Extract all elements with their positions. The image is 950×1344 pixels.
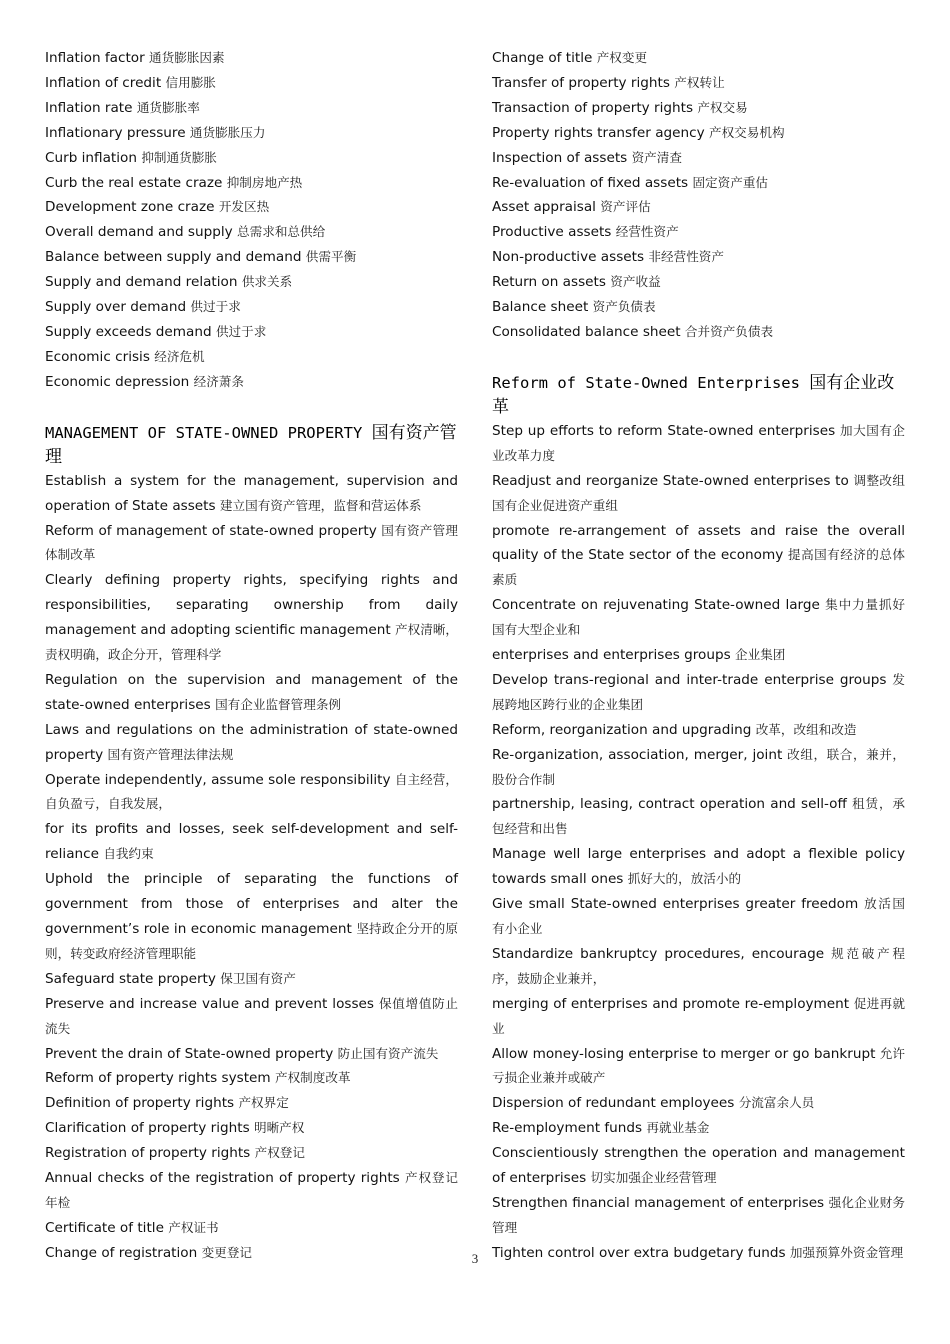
term-english: Definition of property rights [45, 1095, 235, 1112]
term-english: Economic crisis [45, 348, 150, 365]
term-chinese: 提高国有经济的总体素质 [492, 547, 905, 588]
glossary-entry [45, 245, 458, 270]
heading-english: MANAGEMENT OF STATE-OWNED PROPERTY [45, 423, 363, 442]
term-chinese: 自主经营，自负盈亏，自我发展， [45, 771, 459, 812]
term-english: Regulation on the supervision and management of the state-owned enterprises [45, 671, 458, 713]
term-english: Establish a system for the management, supervision and operation of State assets [45, 472, 458, 514]
glossary-entry [492, 1141, 905, 1191]
glossary-entry [45, 320, 458, 345]
glossary-entry [492, 195, 905, 220]
term-english: Re-organization, association, merger, joint [492, 746, 783, 763]
term-chinese: 产权交易机构 [708, 124, 785, 140]
glossary-entry [492, 71, 905, 96]
term-english: Reform, reorganization and upgrading [492, 721, 752, 738]
term-english: Safeguard state property [45, 970, 216, 987]
term-english: Give small State-owned enterprises greater freedom [492, 896, 859, 913]
glossary-entry [45, 220, 458, 245]
term-chinese: 国有资产管理体制改革 [45, 522, 459, 563]
term-chinese: 再就业基金 [646, 1120, 710, 1136]
term-english: Laws and regulations on the administration of state-owned property [45, 721, 458, 763]
glossary-entry [492, 519, 905, 594]
glossary-entry [492, 220, 905, 245]
term-english: Transaction of property rights [492, 99, 694, 116]
glossary-entry [492, 270, 905, 295]
term-english: Concentrate on rejuvenating State-owned large [492, 597, 820, 614]
term-english: Development zone craze [45, 199, 215, 216]
glossary-entry [45, 1216, 458, 1241]
term-english: Supply exceeds demand [45, 323, 212, 340]
term-english: Inflation of credit [45, 74, 162, 91]
term-chinese: 抑制房地产热 [226, 174, 303, 190]
term-chinese: 产权证书 [168, 1219, 219, 1235]
term-chinese: 企业集团 [735, 647, 786, 663]
term-chinese: 强化企业财务管理 [492, 1194, 905, 1235]
term-english: Standardize bankruptcy procedures, encourage [492, 945, 825, 962]
term-english: Asset appraisal [492, 199, 596, 216]
term-english: Clarification of property rights [45, 1120, 250, 1137]
term-chinese: 产权交易 [697, 99, 748, 115]
term-english: Reform of property rights system [45, 1070, 271, 1087]
term-chinese: 资产清查 [631, 149, 682, 165]
term-english: promote re-arrangement of assets and raise the overall quality of the State sector of the economy [492, 522, 905, 564]
term-chinese: 改组，联合，兼并，股份合作制 [492, 746, 906, 787]
term-chinese: 调整改组国有企业促进资产重组 [492, 472, 905, 513]
glossary-entry [45, 146, 458, 171]
glossary-entry [492, 792, 905, 842]
term-english: Inflation rate [45, 99, 133, 116]
term-chinese: 固定资产重估 [692, 174, 769, 190]
glossary-entry [45, 195, 458, 220]
term-english: Preserve and increase value and prevent losses [45, 995, 374, 1012]
glossary-entry [492, 718, 905, 743]
term-chinese: 抑制通货膨胀 [141, 149, 217, 165]
term-english: Productive assets [492, 224, 612, 241]
term-chinese: 产权登记年检 [45, 1170, 459, 1210]
term-chinese: 发展跨地区跨行业的企业集团 [492, 671, 905, 712]
glossary-entry [492, 320, 905, 345]
glossary-entry [45, 469, 458, 519]
term-english: Change of title [492, 50, 593, 66]
term-english: partnership, leasing, contract operation and sell-off [492, 796, 847, 813]
term-english: Supply and demand relation [45, 274, 238, 291]
glossary-entry [45, 992, 458, 1042]
term-english: Curb the real estate craze [45, 174, 223, 191]
term-chinese: 抓好大的，放活小的 [627, 871, 742, 887]
term-english: Conscientiously strengthen the operation and management of enterprises [492, 1145, 905, 1187]
glossary-entry [492, 593, 905, 643]
term-chinese: 自我约束 [103, 846, 154, 862]
term-english: enterprises and enterprises groups [492, 647, 731, 664]
term-chinese: 国有企业监督管理条例 [215, 696, 342, 712]
term-english: Manage well large enterprises and adopt a flexible policy towards small ones [492, 846, 905, 888]
section-heading-state-property [45, 421, 458, 469]
term-chinese: 防止国有资产流失 [337, 1045, 439, 1061]
term-english: Registration of property rights [45, 1145, 251, 1162]
term-chinese: 变更登记 [201, 1244, 252, 1260]
heading-chinese: 国有资产管理 [45, 422, 457, 467]
glossary-entry [45, 718, 458, 768]
term-chinese: 产权清晰，责权明确，政企分开，管理科学 [45, 622, 458, 663]
right-column [492, 46, 905, 1266]
glossary-entry [45, 817, 458, 867]
term-english: Annual checks of the registration of property rights [45, 1170, 400, 1187]
term-chinese: 通货膨胀率 [136, 99, 200, 115]
term-english: Overall demand and supply [45, 224, 233, 241]
term-chinese: 供过于求 [215, 323, 267, 339]
glossary-entry [492, 1091, 905, 1116]
glossary-entry [492, 1042, 905, 1092]
term-english: Uphold the principle of separating the functions of government from those of enterprises and alter the government’s role in economic management [45, 871, 458, 937]
term-chinese: 资产评估 [600, 199, 651, 215]
term-chinese: 通货膨胀压力 [189, 124, 266, 140]
term-english: Certificate of title [45, 1219, 164, 1236]
term-english: Develop trans-regional and inter-trade enterprise groups [492, 671, 887, 688]
term-english: Inflationary pressure [45, 124, 186, 141]
glossary-entry [45, 967, 458, 992]
glossary-entry [492, 668, 905, 718]
term-chinese: 加大国有企业改革力度 [492, 422, 905, 463]
term-english: for its profits and losses, seek self-development and self-reliance [45, 821, 458, 863]
term-chinese: 保卫国有资产 [220, 970, 296, 986]
section-heading-soe-reform [492, 371, 905, 419]
term-chinese: 分流富余人员 [738, 1095, 815, 1111]
term-english: Supply over demand [45, 299, 187, 316]
glossary-entry [45, 121, 458, 146]
term-english: merging of enterprises and promote re-employment [492, 995, 850, 1012]
glossary-entry [492, 469, 905, 519]
heading-english: Reform of State-Owned Enterprises [492, 373, 800, 392]
glossary-entry [492, 1116, 905, 1141]
term-chinese: 促进再就业 [492, 995, 905, 1036]
term-chinese: 经营性资产 [615, 224, 679, 240]
term-chinese: 产权登记 [254, 1145, 305, 1161]
glossary-list-soe-reform [492, 419, 905, 1266]
term-chinese: 允许亏损企业兼并或破产 [492, 1045, 906, 1086]
term-english: Dispersion of redundant employees [492, 1095, 735, 1112]
glossary-entry [492, 419, 905, 469]
glossary-entry [45, 370, 458, 395]
term-chinese: 合并资产负债表 [684, 323, 774, 339]
term-chinese: 坚持政企分开的原则，转变政府经济管理职能 [45, 921, 458, 961]
glossary-entry [45, 1042, 458, 1067]
term-english: Inspection of assets [492, 149, 628, 166]
glossary-entry [492, 295, 905, 320]
term-english: Change of registration [45, 1244, 198, 1261]
glossary-entry [45, 1091, 458, 1116]
term-english: Economic depression [45, 373, 190, 390]
term-english: Clearly defining property rights, specifying rights and responsibilities, separating ownership from daily management and adopting scientific management [45, 572, 458, 639]
term-chinese: 资产负债表 [592, 299, 656, 315]
heading-chinese: 国有企业改革 [492, 372, 895, 417]
term-english: Re-evaluation of fixed assets [492, 174, 689, 191]
term-chinese: 产权界定 [238, 1095, 289, 1111]
term-chinese: 供过于求 [190, 299, 241, 315]
term-chinese: 非经营性资产 [648, 249, 724, 265]
glossary-entry [45, 568, 458, 668]
term-english: Consolidated balance sheet [492, 323, 681, 340]
glossary-entry [45, 295, 458, 320]
glossary-entry [492, 942, 905, 992]
term-english: Prevent the drain of State-owned property [45, 1045, 334, 1062]
glossary-entry [492, 146, 905, 171]
term-english: Readjust and reorganize State-owned enterprises to [492, 472, 849, 489]
term-english: Strengthen financial management of enterprises [492, 1194, 825, 1211]
term-chinese: 明晰产权 [253, 1120, 305, 1136]
glossary-entry [492, 46, 905, 71]
glossary-entry [45, 519, 458, 569]
glossary-entry [45, 270, 458, 295]
glossary-entry [45, 171, 458, 196]
glossary-list-inflation [45, 46, 458, 395]
term-english: Return on assets [492, 274, 606, 291]
glossary-entry [492, 1191, 905, 1241]
term-english: Balance sheet [492, 299, 589, 316]
term-chinese: 建立国有资产管理，监督和营运体系 [219, 497, 422, 513]
term-english: Operate independently, assume sole responsibility [45, 771, 391, 788]
term-chinese: 供需平衡 [305, 249, 357, 265]
glossary-entry [492, 643, 905, 668]
term-chinese: 集中力量抓好国有大型企业和 [492, 597, 906, 638]
glossary-entry [45, 96, 458, 121]
glossary-entry [45, 867, 458, 967]
term-chinese: 产权制度改革 [274, 1070, 351, 1086]
term-chinese: 放活国有小企业 [492, 896, 905, 936]
term-english: Reform of management of state-owned property [45, 522, 377, 539]
term-chinese: 经济萧条 [193, 373, 244, 389]
term-english: Curb inflation [45, 149, 137, 166]
term-english: Balance between supply and demand [45, 249, 302, 266]
glossary-entry [45, 668, 458, 718]
glossary-entry [45, 345, 458, 370]
term-chinese: 改革，改组和改造 [755, 721, 857, 737]
glossary-entry [45, 1166, 458, 1216]
glossary-entry [492, 96, 905, 121]
glossary-entry [45, 1116, 458, 1141]
term-chinese: 经济危机 [154, 348, 205, 364]
glossary-entry [492, 892, 905, 942]
left-column [45, 46, 458, 1266]
term-english: Allow money-losing enterprise to merger or go bankrupt [492, 1045, 876, 1062]
term-chinese: 国有资产管理法律法规 [107, 746, 234, 762]
term-chinese: 规范破产程序，鼓励企业兼并， [492, 945, 905, 986]
term-chinese: 信用膨胀 [165, 74, 216, 90]
term-english: Re-employment funds [492, 1120, 643, 1137]
glossary-list-state-property [45, 469, 458, 1266]
term-english: Non-productive assets [492, 249, 645, 266]
glossary-list-property-rights [492, 46, 905, 345]
term-chinese: 开发区热 [218, 199, 270, 215]
term-chinese: 总需求和总供给 [237, 224, 326, 240]
term-chinese: 通货膨胀因素 [149, 50, 225, 65]
glossary-entry [45, 46, 458, 71]
term-chinese: 产权转让 [674, 74, 725, 90]
glossary-entry [492, 121, 905, 146]
term-chinese: 切实加强企业经营管理 [590, 1170, 717, 1186]
term-english: Property rights transfer agency [492, 124, 705, 141]
glossary-entry [492, 842, 905, 892]
glossary-entry [45, 1141, 458, 1166]
term-chinese: 加强预算外资金管理 [789, 1244, 904, 1260]
page-number: 3 [471, 1251, 479, 1266]
glossary-entry [45, 1066, 458, 1091]
term-chinese: 资产收益 [610, 274, 661, 290]
term-english: Inflation factor [45, 50, 145, 66]
glossary-entry [492, 171, 905, 196]
glossary-entry [492, 743, 905, 793]
glossary-entry [492, 245, 905, 270]
term-chinese: 产权变更 [596, 50, 648, 65]
term-english: Tighten control over extra budgetary funds [492, 1244, 786, 1261]
term-chinese: 保值增值防止流失 [45, 995, 458, 1036]
term-chinese: 租赁，承包经营和出售 [492, 796, 906, 837]
glossary-entry [492, 992, 905, 1042]
glossary-entry [45, 768, 458, 818]
term-chinese: 供求关系 [241, 274, 293, 290]
term-english: Transfer of property rights [492, 74, 670, 91]
term-english: Step up efforts to reform State-owned enterprises [492, 422, 836, 439]
glossary-entry [45, 71, 458, 96]
